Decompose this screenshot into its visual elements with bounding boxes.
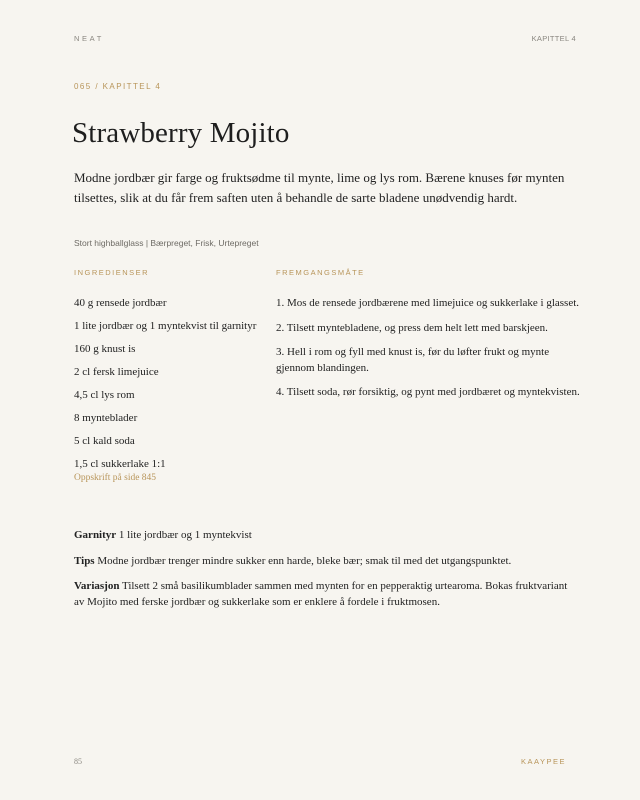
ingredient-item: 160 g knust is xyxy=(74,343,136,355)
method-heading: FREMGANGSMÅTE xyxy=(276,268,365,277)
ingredient-item: 8 mynteblader xyxy=(74,412,138,424)
ingredient-item: 4,5 cl lys rom xyxy=(74,389,135,401)
garnish-note xyxy=(74,528,574,544)
variation-text: Tilsett 2 små basilikumblader sammen med mynten for en pepperaktig urtearoma. Bokas fruktvariant av Mojito med ferske jordbær og sukkerlake som er enklere å fordele i fruktmosen. xyxy=(74,580,568,608)
tips-note xyxy=(74,554,574,570)
ingredient-item: 2 cl fersk limejuice xyxy=(74,366,159,378)
variation-note xyxy=(74,579,574,610)
variation-label: Variasjon xyxy=(74,580,120,592)
tips-text: Modne jordbær trenger mindre sukker enn harde, bleke bær; smak til med det utgangspunktet. xyxy=(94,554,512,567)
garnish-text: 1 lite jordbær og 1 myntekvist xyxy=(116,529,252,541)
running-header xyxy=(74,34,576,43)
ingredients-list xyxy=(74,296,264,492)
garnish-label: Garnityr xyxy=(74,529,117,541)
publisher-name: KAAYPEE xyxy=(521,757,566,766)
ingredient-item: 1 lite jordbær og 1 myntekvist til garnityr xyxy=(74,320,257,332)
ingredient-item-last xyxy=(74,457,264,485)
brand-name: NEAT xyxy=(74,34,104,43)
ingredient-text: 1,5 cl sukkerlake 1:1 xyxy=(74,458,166,470)
tips-label: Tips xyxy=(74,554,95,567)
page-footer xyxy=(74,757,566,766)
ingredient-item: 40 g rensede jordbær xyxy=(74,297,167,309)
recipe-title: Strawberry Mojito xyxy=(72,117,290,149)
method-step: 1. Mos de rensede jordbærene med limejuice og sukkerlake i glasset. xyxy=(276,297,580,309)
recipe-meta: Stort highballglass | Bærpreget, Frisk, Urtepreget xyxy=(74,238,259,248)
recipe-notes xyxy=(74,528,574,620)
method-step: 2. Tilsett myntebladene, og press dem helt lett med barskjeen. xyxy=(276,321,548,334)
recipe-intro: Modne jordbær gir farge og fruktsødme til mynte, lime og lys rom. Bærene knuses før mynten tilsettes, slik at du får frem saften uten å behandle de sarte bladene unødvendig hardt. xyxy=(74,170,565,205)
method-step: 3. Hell i rom og fyll med knust is, før du løfter frukt og mynte gjennom blandingen. xyxy=(276,346,550,374)
method-step: 4. Tilsett soda, rør forsiktig, og pynt med jordbæret og myntekvisten. xyxy=(276,386,580,398)
chapter-label: KAPITTEL 4 xyxy=(531,34,576,43)
ingredients-heading: INGREDIENSER xyxy=(74,268,150,277)
method-steps xyxy=(276,296,581,410)
recipe-kicker: 065 / KAPITTEL 4 xyxy=(74,82,162,91)
ingredient-item: 5 cl kald soda xyxy=(74,435,135,447)
page-number: 85 xyxy=(74,757,82,766)
recipe-reference-link[interactable]: Oppskrift på side 845 xyxy=(74,472,157,483)
